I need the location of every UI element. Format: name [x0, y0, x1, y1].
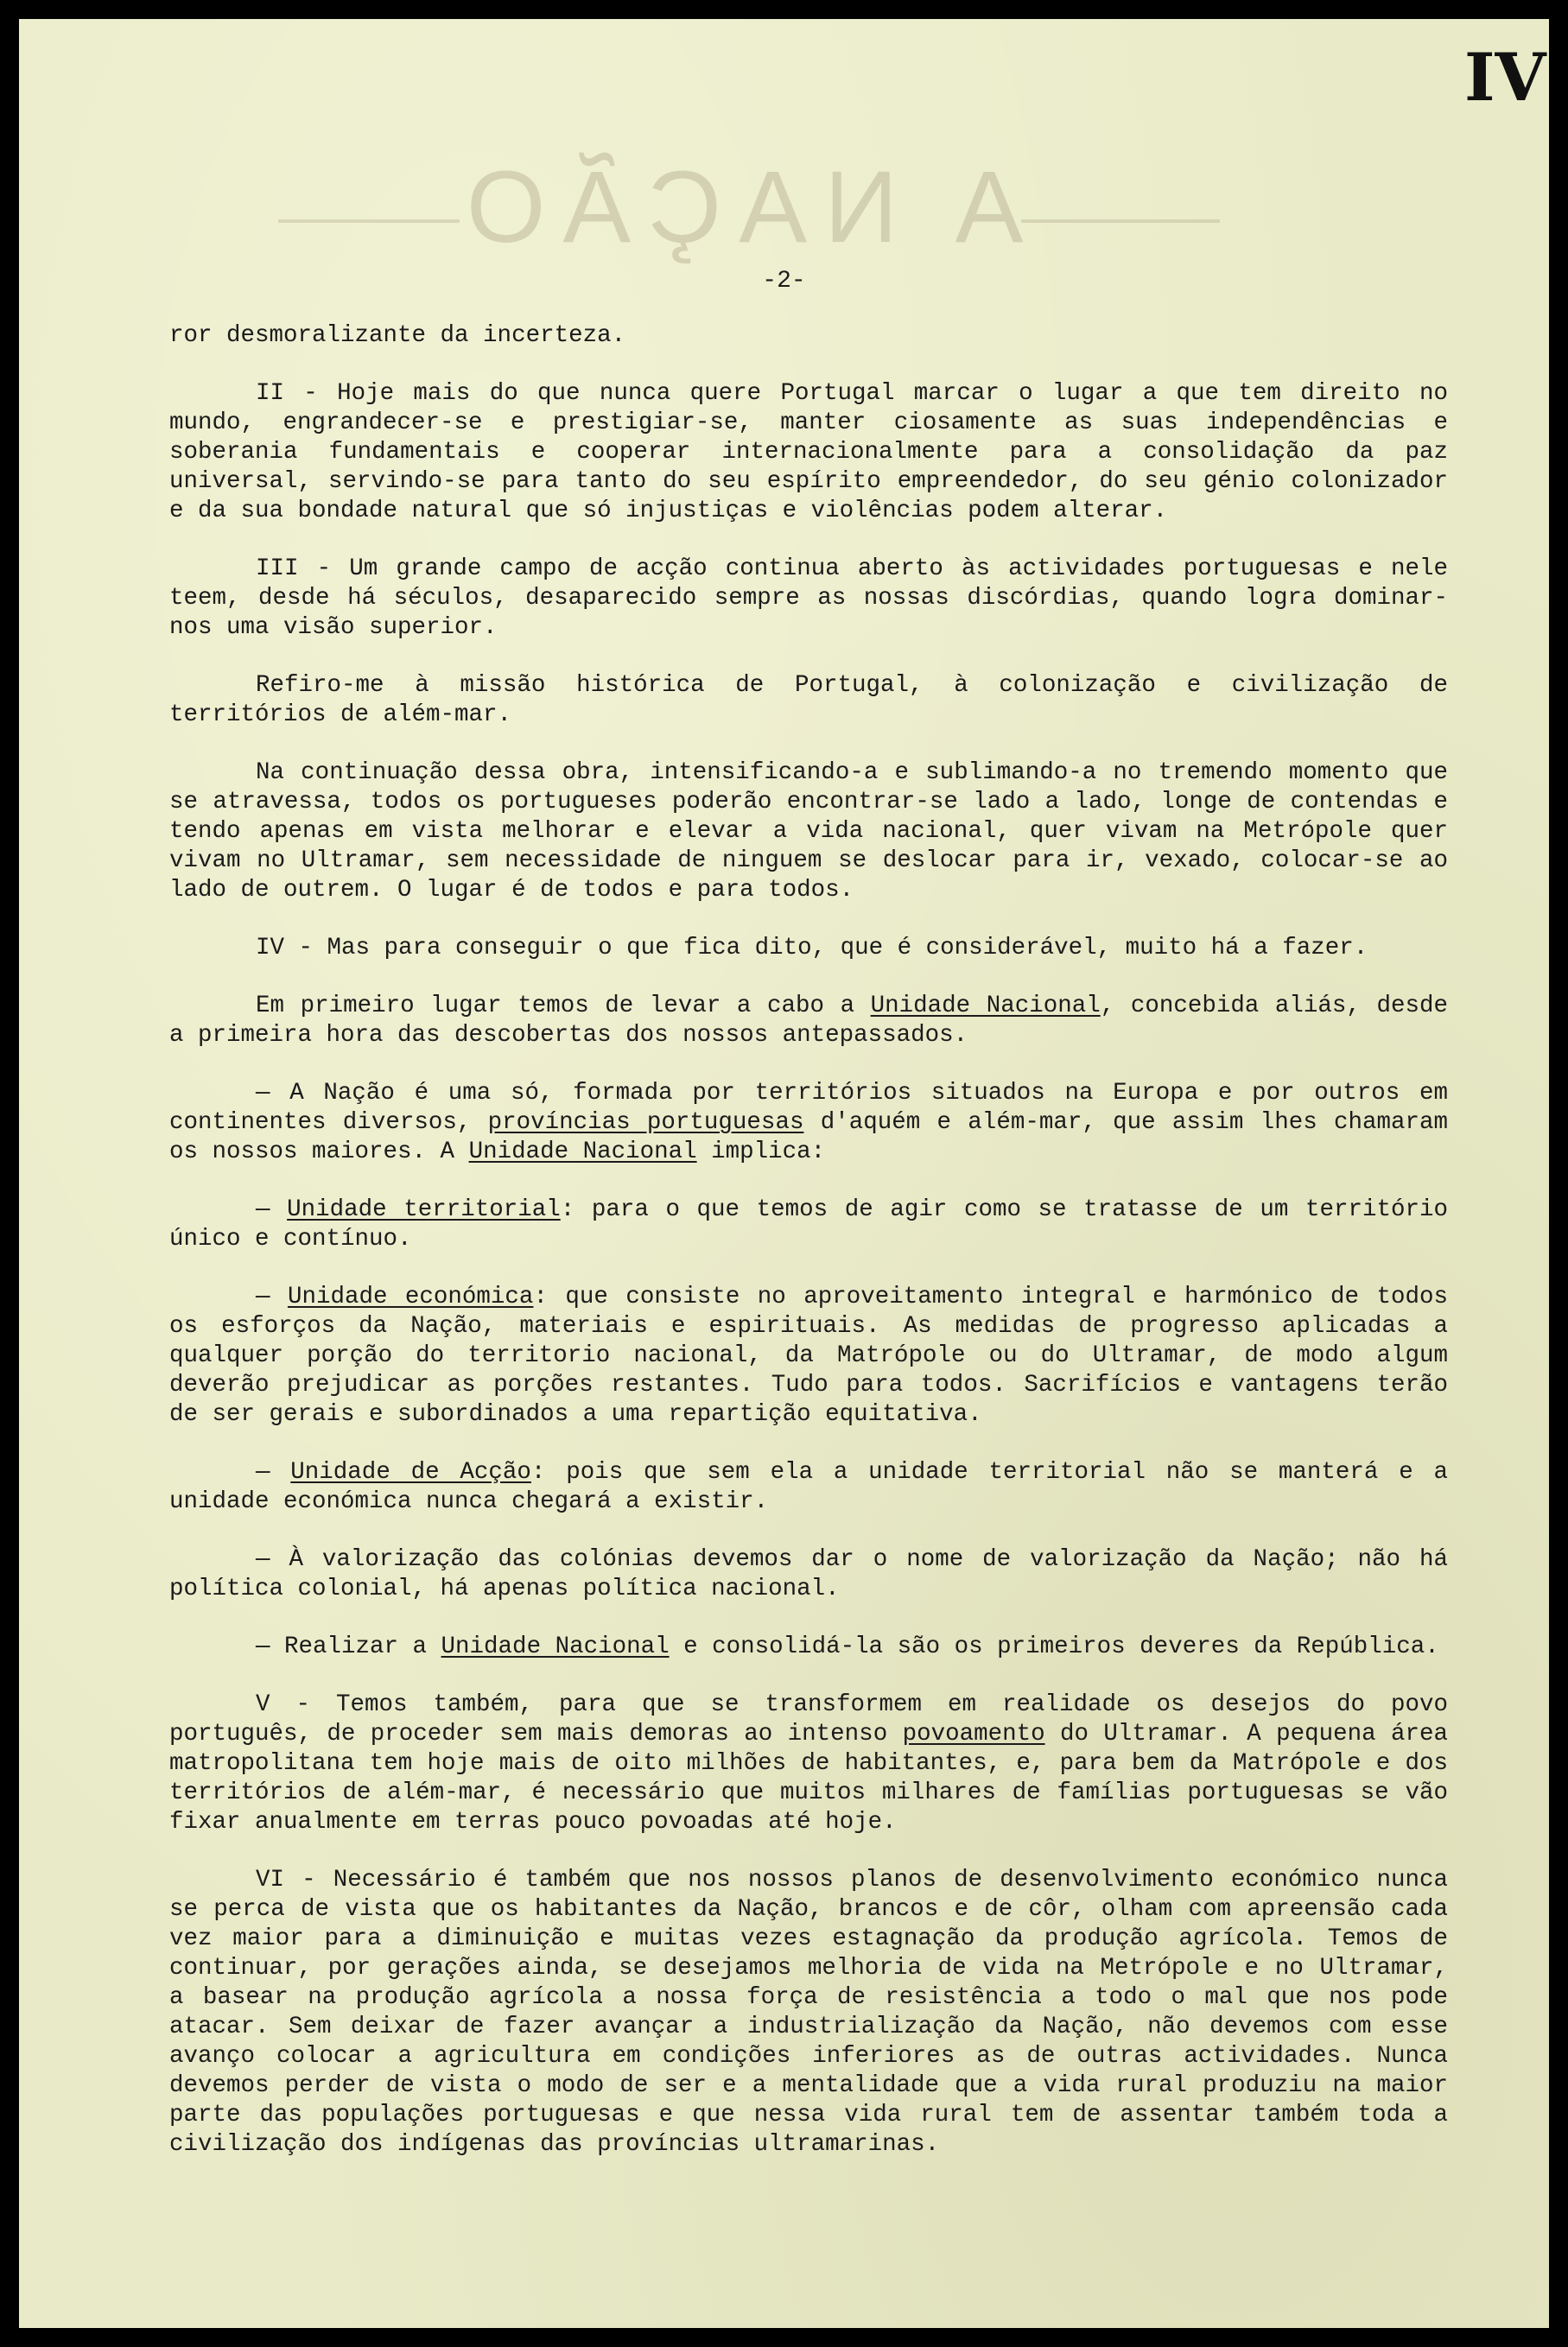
paragraph-valorization: — À valorização das colónias devemos dar o nome de valorização da Nação; não há política colonial, há apenas política nacional.	[169, 1546, 1448, 1602]
text-segment: — A Nação é uma só, formada por territórios situados na Europa e por outros em continentes diversos,	[169, 1080, 1448, 1136]
paragraph-section-iii: III - Um grande campo de acção continua aberto às actividades portuguesas e nele teem, desde há séculos, desaparecido sempre as nossas discórdias, quando logra dominar-nos uma visão superior.	[169, 555, 1448, 641]
paragraph-nation-is-one	[169, 1079, 1448, 1167]
text-segment: : que consiste no aproveitamento integral e harmónico de todos os esforços da Nação, materiais e espirituais. As medidas de progresso aplicadas a qualquer porção do territorio nacional, da Matrópole ou do Ultramar, de modo algum deverão prejudicar as porções restantes. Tudo para todos. Sacrifícios e vantagens terão de ser gerais e subordinados a uma repartição equitativa.	[169, 1284, 1449, 1428]
text-segment: : pois que sem ela a unidade territorial não se manterá e a unidade económica nunca chegará a existir.	[169, 1459, 1448, 1515]
paragraph-section-iv: IV - Mas para conseguir o que fica dito, que é considerável, muito há a fazer.	[256, 935, 1368, 961]
text-segment: : para o que temos de agir como se tratasse de um território único e contínuo.	[169, 1196, 1448, 1253]
paragraph-continuation: ror desmoralizante da incerteza.	[169, 322, 626, 349]
paragraph-national-unity	[169, 992, 1448, 1050]
underlined-term-unidade-territorial: Unidade territorial	[287, 1196, 561, 1223]
paragraph-section-vi: VI - Necessário é também que nos nossos planos de desenvolvimento económico nunca se perca de vista que os habitantes da Nação, brancos e de côr, olham com apreensão cada vez maior para a diminuição e muitas vezes estagnação da produção agrícola. Temos de continuar, por gerações ainda, se desejamos melhoria de vida na Metrópole e no Ultramar, a basear na produção agrícola a nossa força de resistência a todo o mal que nos pode atacar. Sem deixar de fazer avançar a industrialização da Nação, não devemos com esse avanço colocar a agricultura em condições inferiores as de outras actividades. Nunca devemos perder de vista o modo de ser e a mentalidade que a vida rural produziu na maior parte das populações portuguesas e que nessa vida rural tem de assentar também toda a civilização dos indígenas das províncias ultramarinas.	[169, 1867, 1448, 2158]
underlined-term-unidade-nacional-3: Unidade Nacional	[441, 1633, 670, 1660]
text-segment: —	[256, 1196, 288, 1223]
text-segment: , concebida aliás, desde a primeira hora das descobertas dos nossos antepassados.	[169, 993, 1448, 1049]
document-page	[19, 19, 1549, 2328]
paragraph-economic-unity	[169, 1283, 1448, 1430]
paragraph-historic-mission: Refiro-me à missão histórica de Portugal, à colonização e civilização de territórios de além-mar.	[169, 672, 1448, 728]
text-segment: —	[256, 1284, 288, 1310]
paragraph-continuation-work: Na continuação dessa obra, intensificando-a e sublimando-a no tremendo momento que se atravessa, todos os portugueses poderão encontrar-se lado a lado, longe de contendas e tendo apenas em vista melhorar e elevar a vida nacional, quer vivam na Metrópole quer vivam no Ultramar, sem necessidade de ninguem se deslocar para ir, vexado, colocar-se ao lado de outrem. O lugar é de todos e para todos.	[169, 759, 1448, 904]
text-segment: do Ultramar. A pequena área matropolitana tem hoje mais de oito milhões de habitantes, e, para bem da Matrópole e dos territórios de além-mar, é necessário que muitos milhares de famílias portuguesas se vão fixar anualmente em terras pouco povoadas até hoje.	[169, 1721, 1448, 1836]
document-body	[169, 321, 1448, 2188]
page-number: -2-	[762, 268, 806, 295]
paragraph-section-v	[169, 1690, 1448, 1837]
text-segment: Em primeiro lugar temos de levar a cabo a	[256, 993, 871, 1019]
bleed-through-letterhead: A NAÇÃO	[448, 150, 1024, 264]
paragraph-unity-of-action	[169, 1458, 1448, 1517]
underlined-term-unidade-nacional: Unidade Nacional	[870, 993, 1101, 1019]
paragraph-duties-of-republic	[169, 1633, 1448, 1662]
underlined-term-unidade-economica: Unidade económica	[287, 1284, 534, 1310]
text-segment: — Realizar a	[256, 1633, 441, 1660]
paragraph-territorial-unity	[169, 1196, 1448, 1254]
paragraph-section-ii: II - Hoje mais do que nunca quere Portugal marcar o lugar a que tem direito no mundo, engrandecer-se e prestigiar-se, manter ciosamente as suas independências e soberania fundamentais e cooperar internacionalmente para a consolidação da paz universal, servindo-se para tanto do seu espírito empreendedor, do seu génio colonizador e da sua bondade natural que só injustiças e violências podem alterar.	[169, 380, 1448, 524]
text-segment: d'aquém e além-mar, que assim lhes chamaram os nossos maiores. A	[169, 1109, 1448, 1165]
underlined-term-unidade-de-accao: Unidade de Acção	[290, 1459, 531, 1486]
text-segment: implica:	[696, 1139, 826, 1165]
text-segment: —	[256, 1459, 291, 1486]
text-segment: V - Temos também, para que se transformem em realidade os desejos do povo português, de proceder sem mais demoras ao intenso	[169, 1691, 1448, 1748]
corner-page-mark: IV	[1464, 39, 1546, 116]
text-segment: e consolidá-la são os primeiros deveres da República.	[669, 1633, 1439, 1660]
underlined-term-unidade-nacional-2: Unidade Nacional	[468, 1139, 697, 1165]
underlined-term-povoamento: povoamento	[902, 1721, 1045, 1748]
underlined-term-provincias: províncias portuguesas	[487, 1109, 804, 1136]
